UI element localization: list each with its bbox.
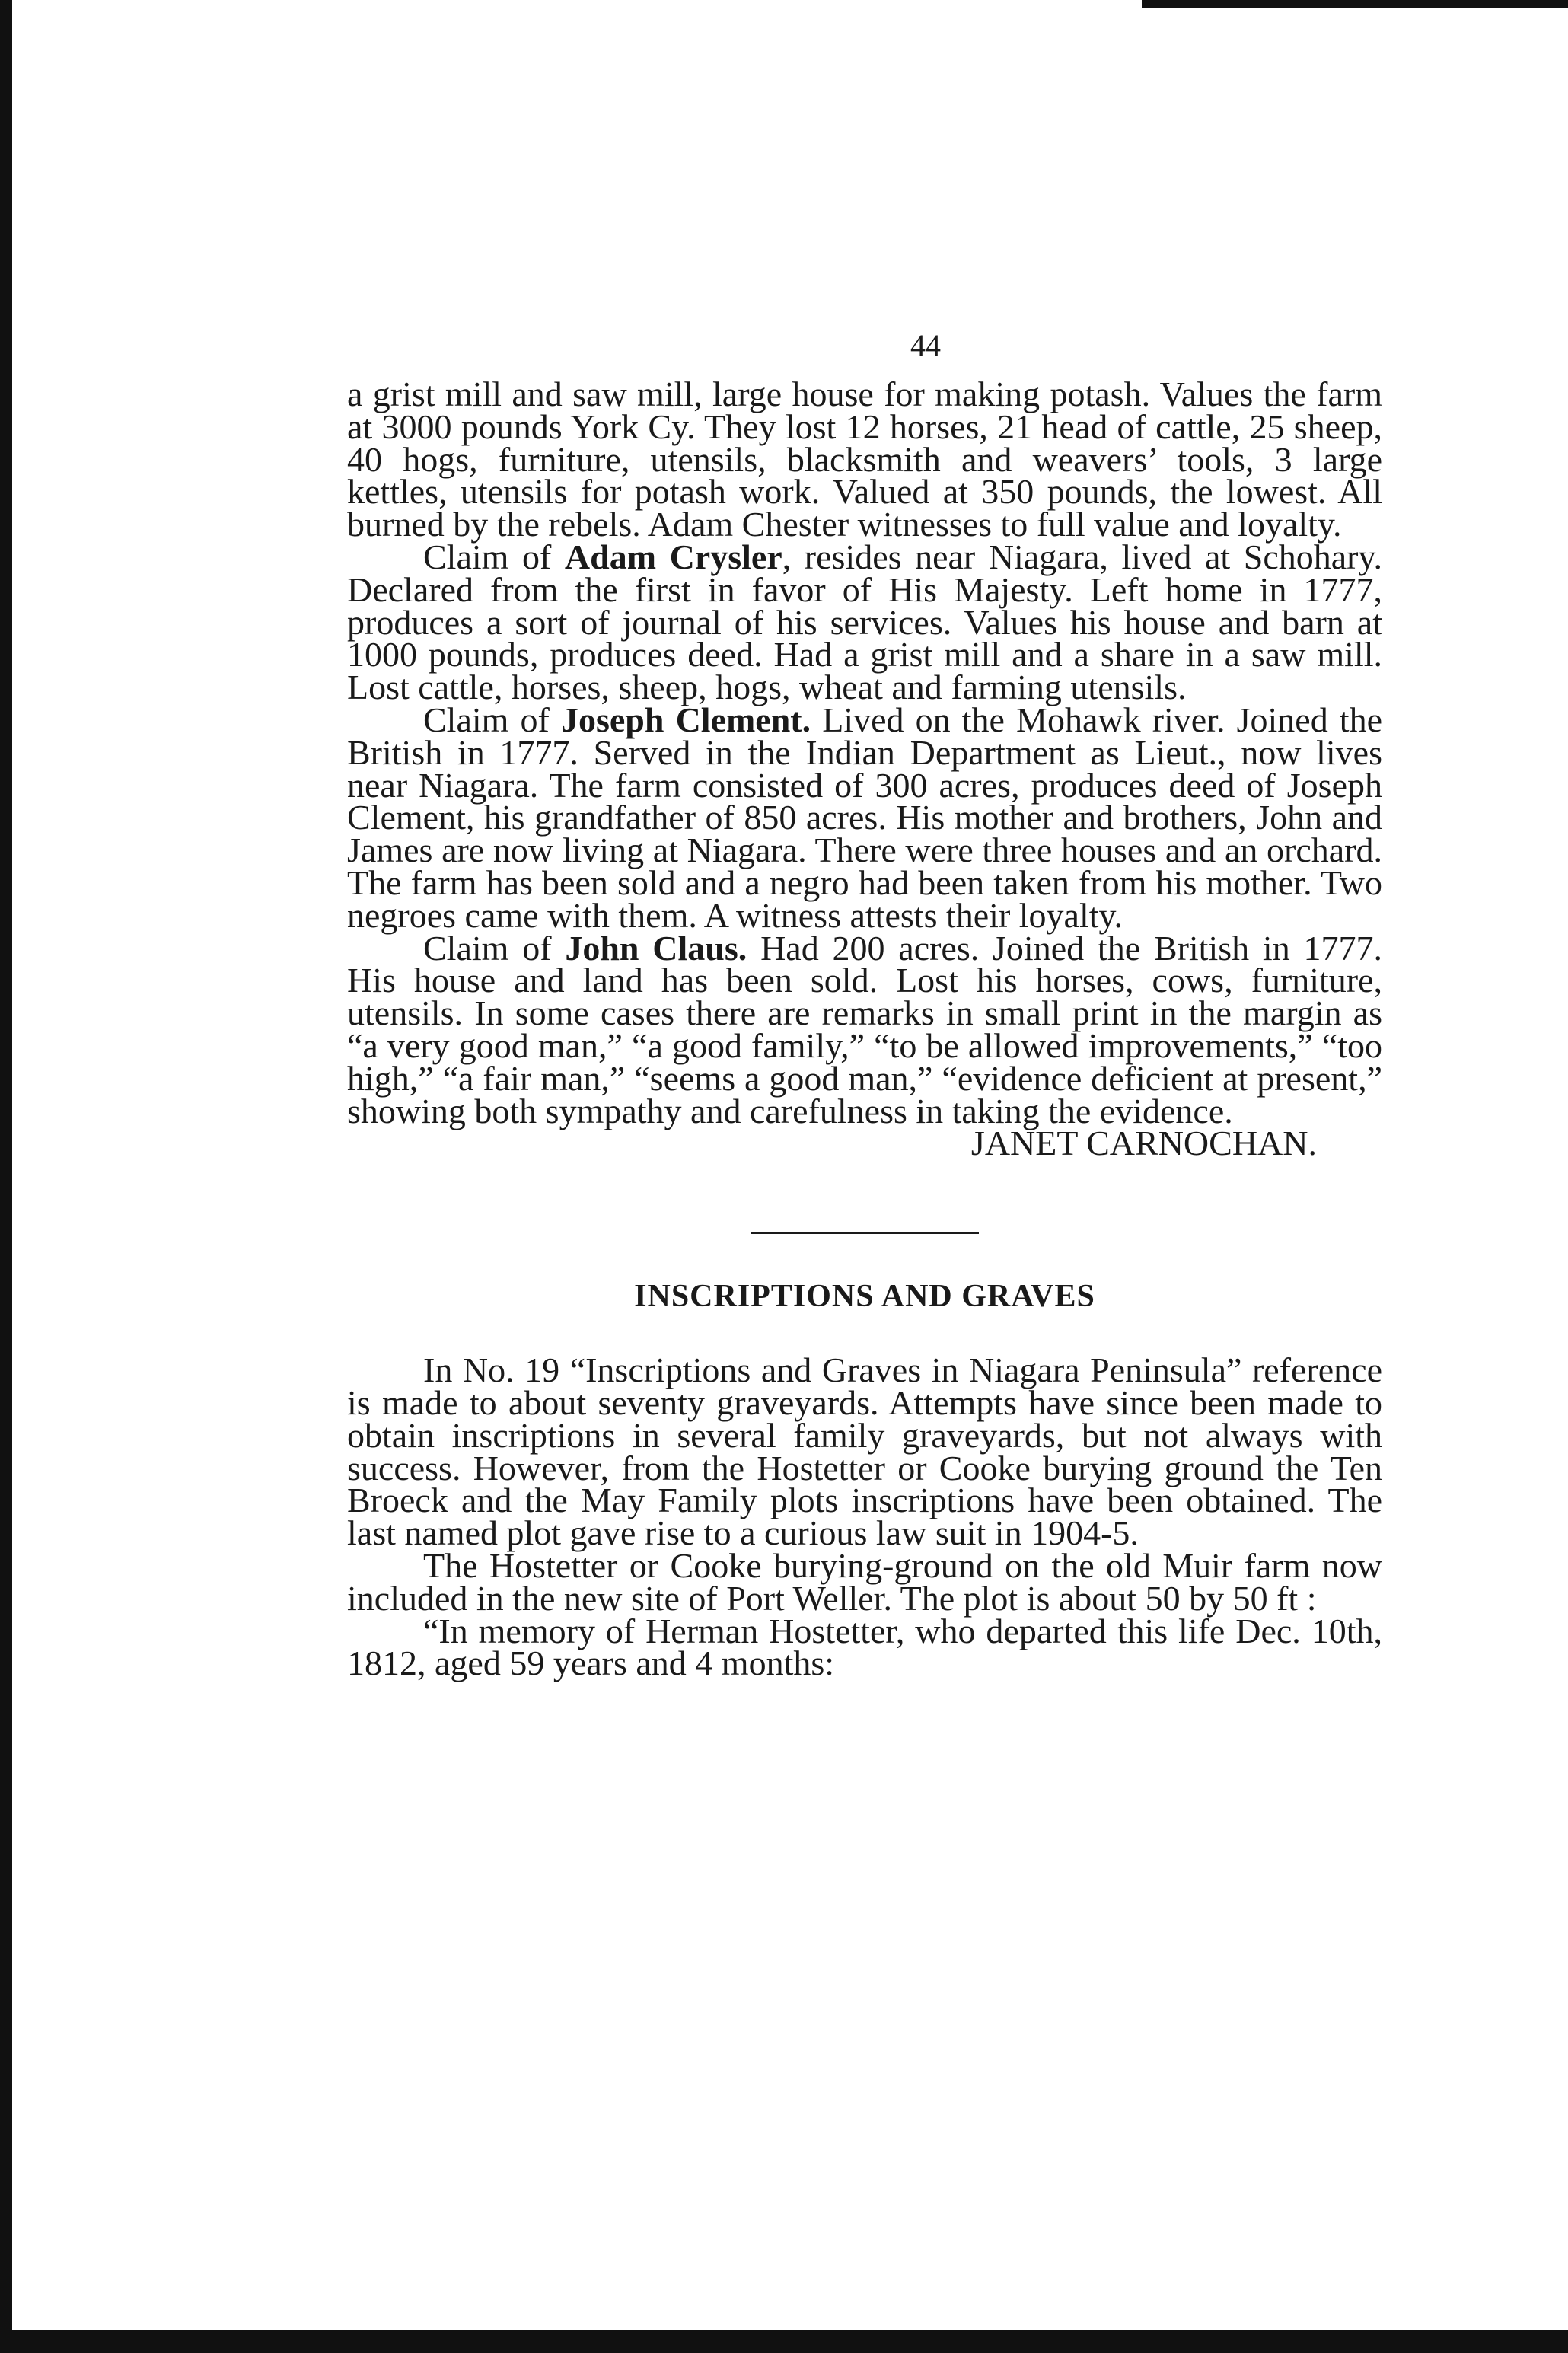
claim-prefix: Claim of bbox=[423, 537, 565, 576]
claimant-name: Joseph Clement. bbox=[560, 700, 811, 739]
section-heading: INSCRIPTIONS AND GRAVES bbox=[634, 1279, 1095, 1315]
section-paragraph: In No. 19 “Inscriptions and Graves in Niagara Peninsula” reference is made to about seventy graveyards. Attempts have since been made to obtain inscriptions in several family graveyards, but not always with success. However, from the Hostetter or Cooke burying ground the Ten Broeck and the May Family plots inscriptions have been obtained. The last named plot gave rise to a curious law suit in 1904-5. bbox=[347, 1350, 1382, 1553]
claim-john-claus bbox=[347, 928, 1382, 1130]
author-signature: JANET CARNOCHAN. bbox=[970, 1124, 1317, 1163]
claim-joseph-clement bbox=[347, 700, 1383, 935]
section-divider bbox=[751, 1232, 979, 1234]
paragraph-continued: a grist mill and saw mill, large house for making potash. Values the farm at 3000 pounds York Cy. They lost 12 horses, 21 head of cattle, 25 sheep, 40 hogs, furniture, utensils, blacksmith and weavers’ tools, 3 large kettles, utensils for potash work. Valued at 350 pounds, the lowest. All burned by the rebels. Adam Chester witnesses to full value and loyalty. bbox=[347, 375, 1382, 544]
scan-edge-top bbox=[1142, 0, 1568, 8]
claim-text: Had 200 acres. Joined the British in 1777. His house and land has been sold. Lost his horses, cows, furniture, utensils. In some cases there are remarks in small print in the margin as “a very good man,” “a good family,” “to be allowed improvements,” “too high,” “a fair man,” “seems a good man,” “evidence deficient at present,” showing both sympathy and carefulness in taking the evidence. bbox=[347, 928, 1382, 1130]
section-paragraph-quote: “In memory of Herman Hostetter, who departed this life Dec. 10th, 1812, aged 59 years and 4 months: bbox=[347, 1611, 1382, 1683]
claim-adam-crysler bbox=[347, 537, 1382, 707]
claim-prefix: Claim of bbox=[423, 700, 561, 739]
claimant-name: John Claus. bbox=[565, 928, 747, 968]
text-column bbox=[347, 327, 1383, 1683]
claim-text: Lived on the Mohawk river. Joined the British in 1777. Served in the Indian Department as Lieut., now lives near Niagara. The farm consisted of 300 acres, produces deed of Joseph Clement, his grandfather of 850 acres. His mother and brothers, John and James are now living at Niagara. There were three houses and an orchard. The farm has been sold and a negro had been taken from his mother. Two negroes came with them. A witness attests their loyalty. bbox=[347, 700, 1383, 935]
scan-edge-bottom bbox=[0, 2330, 1568, 2353]
page-number: 44 bbox=[910, 328, 941, 362]
claim-prefix: Claim of bbox=[423, 928, 566, 968]
claimant-name: Adam Crysler bbox=[564, 537, 782, 576]
scan-edge-left bbox=[0, 0, 12, 2353]
section-paragraph: The Hostetter or Cooke burying-ground on the old Muir farm now included in the new site of Port Weller. The plot is about 50 by 50 ft : bbox=[347, 1545, 1382, 1618]
claim-text: , resides near Niagara, lived at Schohary. Declared from the first in favor of His Majesty. Left home in 1777, produces a sort of journal of his services. Values his house and barn at 1000 pounds, produces deed. Had a grist mill and a share in a saw mill. Lost cattle, horses, sheep, hogs, wheat and farming utensils. bbox=[347, 537, 1382, 707]
